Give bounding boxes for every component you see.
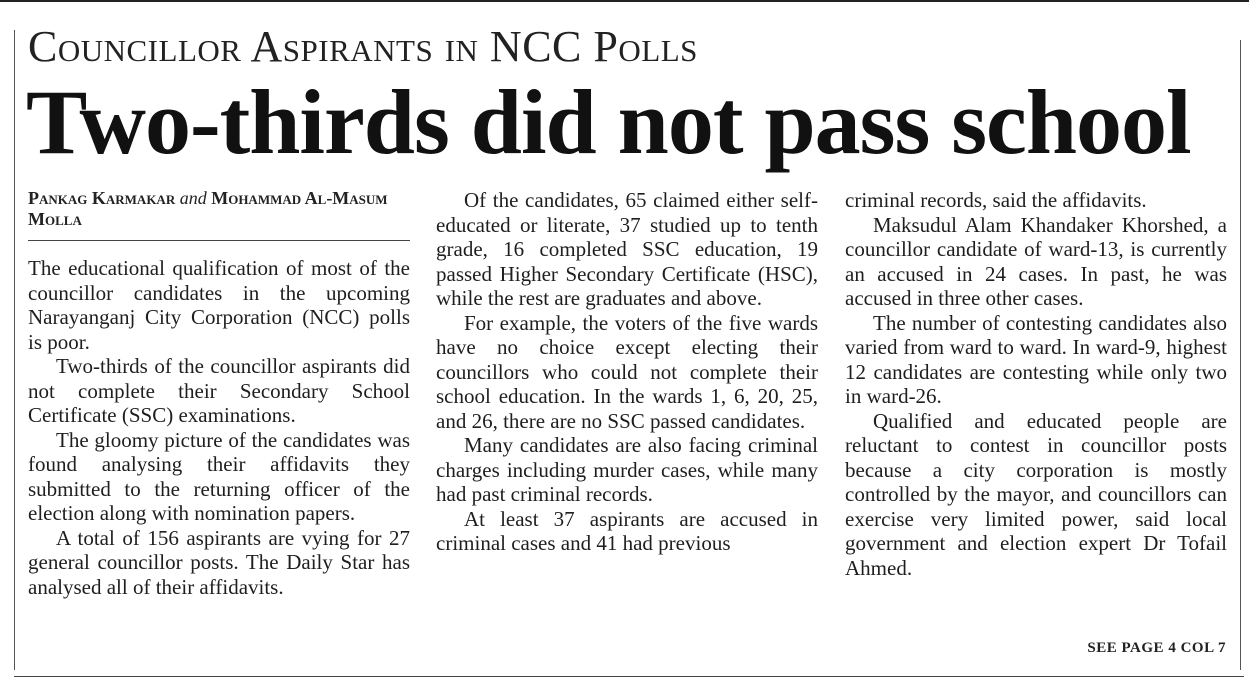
paragraph-10: The number of contesting candidates also varied from ward to ward. In ward-9, highest 12 candidates are contesting while only two in ward-26.: [845, 310, 1227, 408]
paragraph-8-start: At least 37 aspirants are accused in criminal cases and 41 had previous: [436, 506, 818, 555]
main-headline: Two-thirds did not pass school: [26, 71, 1191, 173]
article-column-3: [845, 188, 1227, 580]
paragraph-2: Two-thirds of the councillor aspirants did not complete their Secondary School Certificate (SSC) examinations.: [28, 354, 410, 427]
jump-line: SEE PAGE 4 COL 7: [1087, 640, 1226, 656]
paragraph-8-continued: criminal records, said the affidavits.: [845, 188, 1147, 212]
bottom-rule: [14, 676, 1244, 677]
kicker-headline: Councillor Aspirants in NCC Polls: [28, 22, 698, 71]
paragraph-4: A total of 156 aspirants are vying for 27 general councillor posts. The Daily Star has analysed all of their affidavits.: [28, 525, 410, 599]
article-column-1: [28, 256, 410, 599]
byline-rule: [28, 240, 410, 241]
paragraph-11: Qualified and educated people are reluctant to contest in councillor posts because a city corporation is mostly controlled by the mayor, and councillors can exercise very limited power, said local government and election expert Dr Tofail Ahmed.: [845, 408, 1227, 580]
author-2: Mohammad Al-Masum Molla: [28, 188, 388, 229]
paragraph-9: Maksudul Alam Khandaker Khorshed, a councillor candidate of ward-13, is currently an accused in 24 cases. In past, he was accused in three other cases.: [845, 212, 1227, 310]
paragraph-3: The gloomy picture of the candidates was found analysing their affidavits they submitted to the returning officer of the election along with nomination papers.: [28, 427, 410, 525]
paragraph-6: For example, the voters of the five wards have no choice except electing their councillors who could not complete their school education. In the wards 1, 6, 20, 25, and 26, there are no SSC passed candidates.: [436, 310, 818, 433]
top-rule: [0, 0, 1249, 2]
paragraph-1: The educational qualification of most of the councillor candidates in the upcoming Narayanganj City Corporation (NCC) polls is poor.: [28, 256, 410, 354]
byline: [28, 188, 410, 230]
paragraph-7: Many candidates are also facing criminal charges including murder cases, while many had past criminal records.: [436, 433, 818, 506]
paragraph-5: Of the candidates, 65 claimed either self-educated or literate, 37 studied up to tenth grade, 16 completed SSC education, 19 passed Higher Secondary Certificate (HSC), while the rest are graduates and above.: [436, 188, 818, 310]
author-1: Pankag Karmakar: [28, 188, 176, 208]
article-column-2: [436, 188, 818, 556]
right-border-rule: [1240, 40, 1241, 670]
byline-conjunction: and: [179, 188, 207, 208]
left-border-rule: [14, 30, 15, 670]
